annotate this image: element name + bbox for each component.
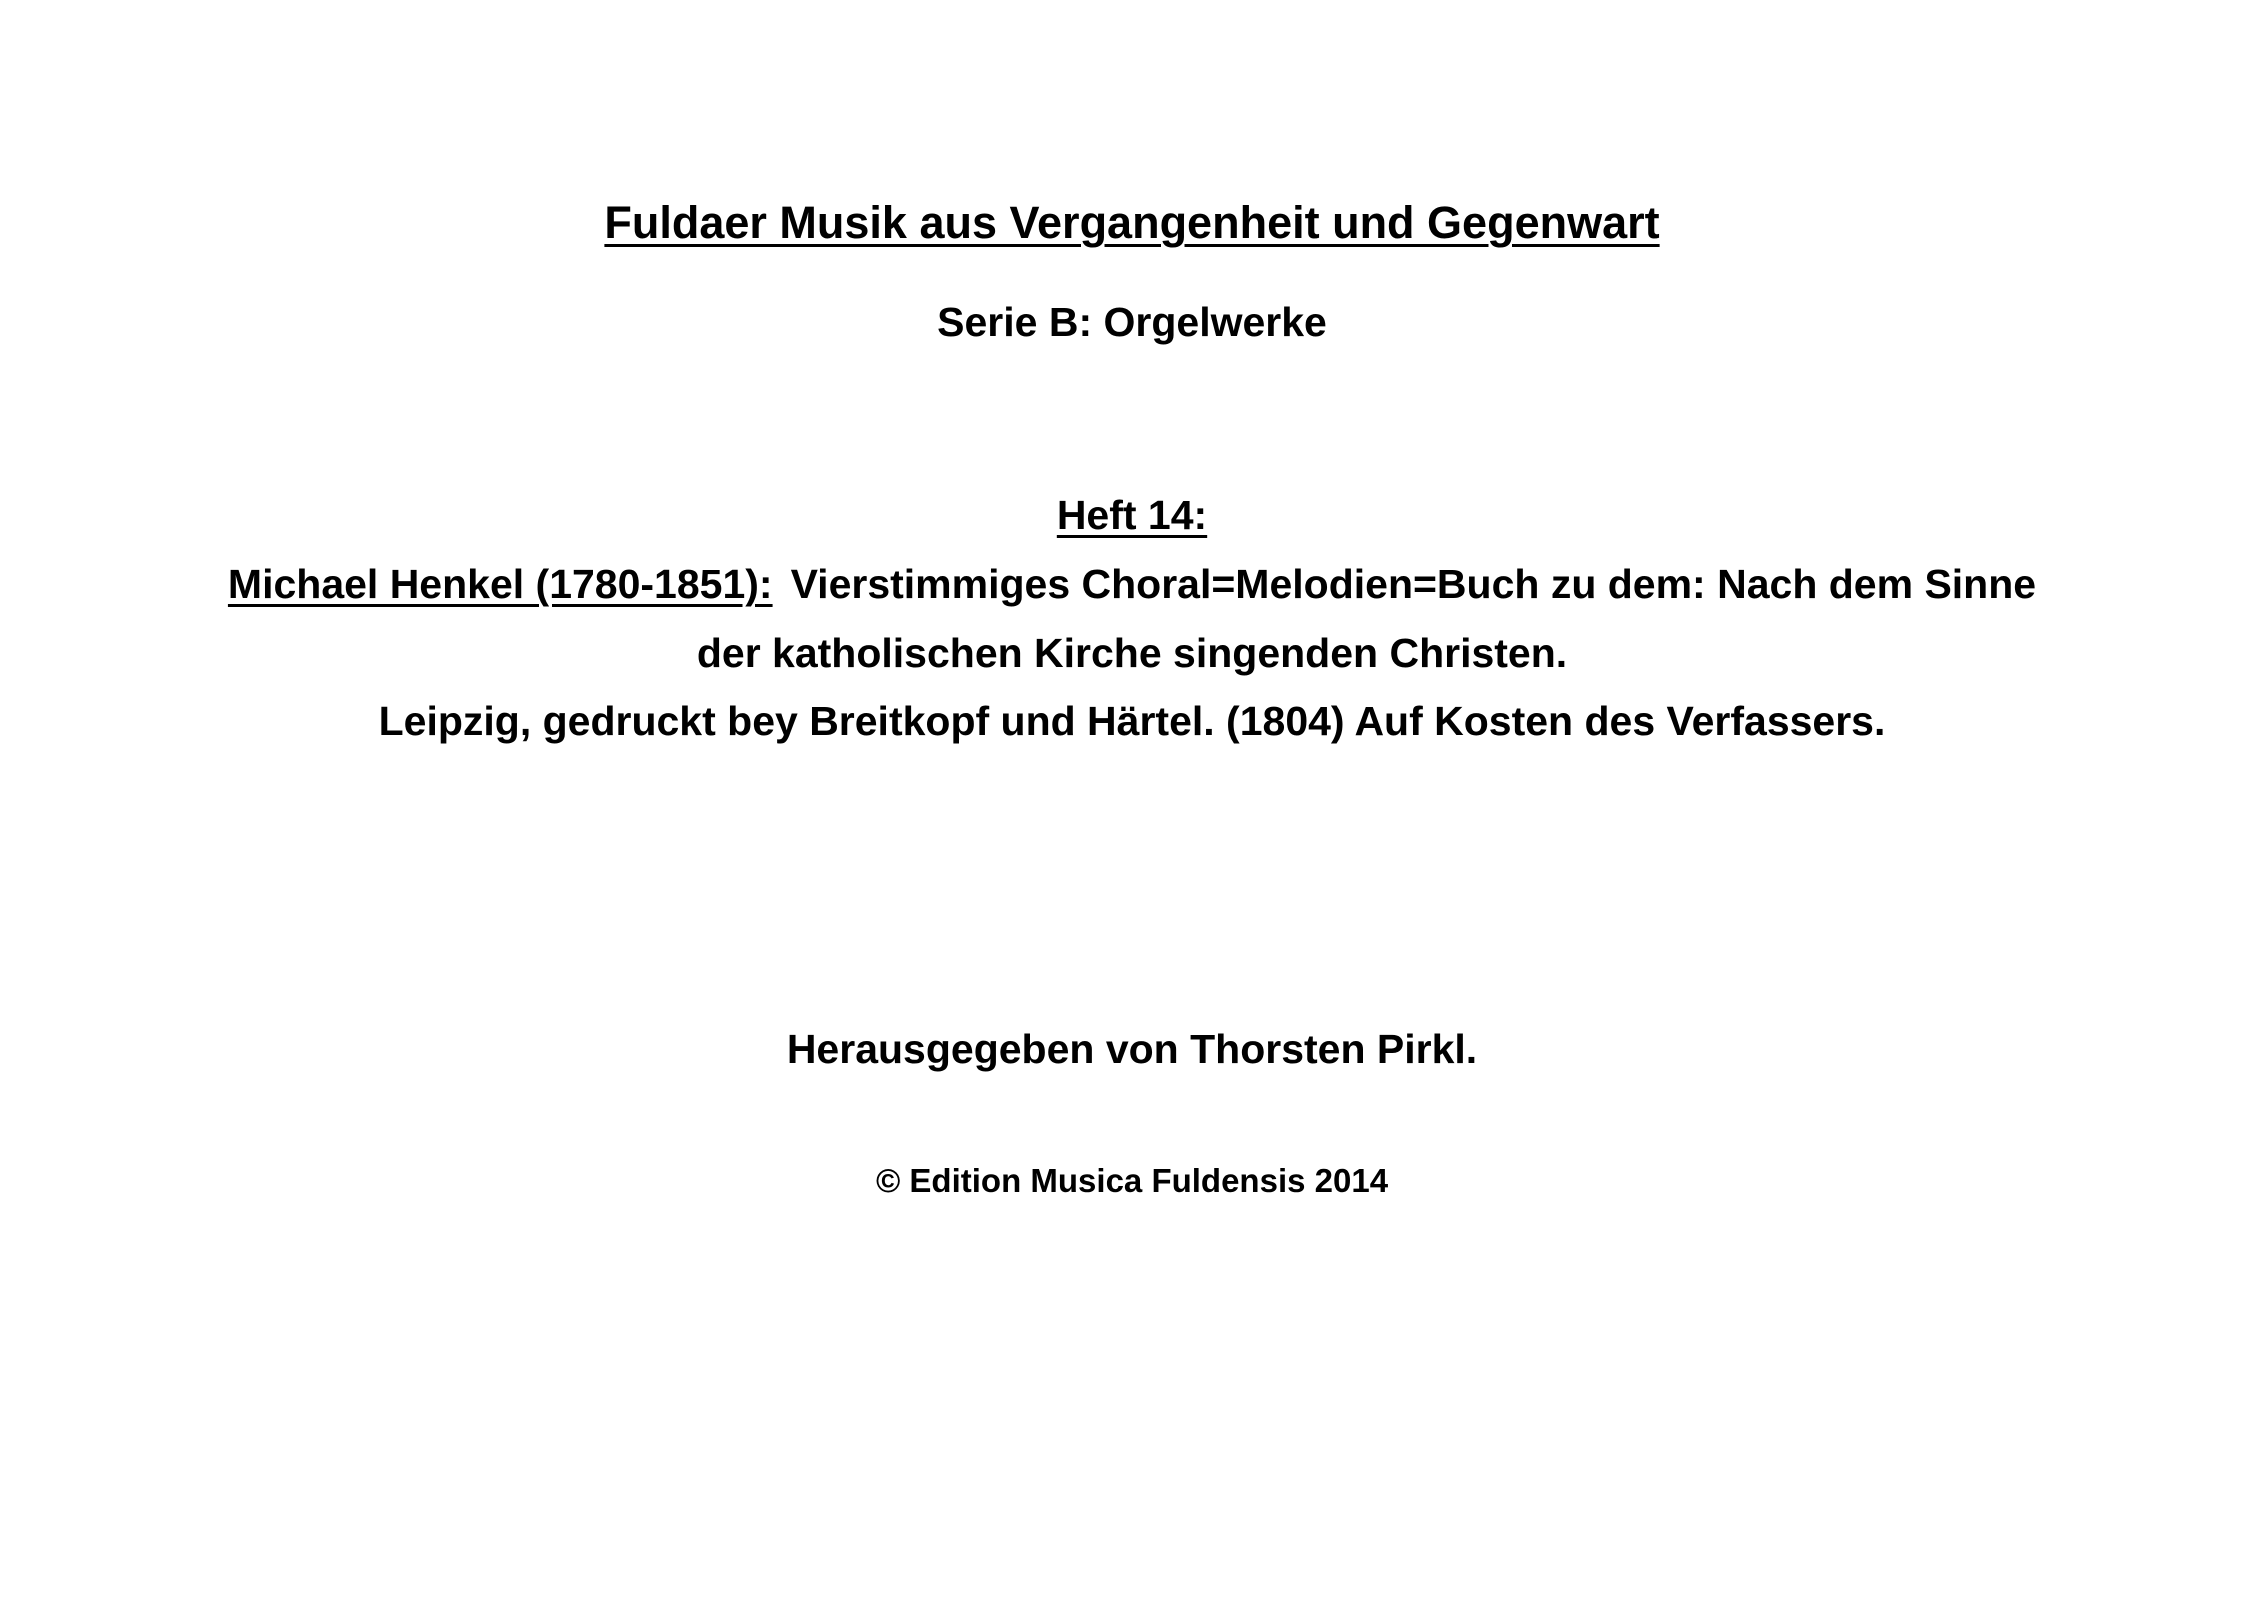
series-title-line <box>0 196 2264 250</box>
series-title: Fuldaer Musik aus Vergangenheit und Gegenwart <box>604 197 1660 248</box>
heft-line <box>0 491 2264 540</box>
editor-credit: Herausgegeben von Thorsten Pirkl. <box>786 1026 1478 1072</box>
work-title-line-2: der katholischen Kirche singenden Christen. <box>696 630 1568 676</box>
heft-number: Heft 14: <box>1056 492 1208 538</box>
work-title-part-1: Vierstimmiges Choral=Melodien=Buch zu dem: Nach dem Sinne <box>790 561 2037 607</box>
copyright-notice: © Edition Musica Fuldensis 2014 <box>875 1162 1389 1199</box>
imprint-line: Leipzig, gedruckt bey Breitkopf und Härtel. (1804) Auf Kosten des Verfassers. <box>378 698 1886 744</box>
work-title-line-1 <box>0 560 2264 609</box>
series-subtitle: Serie B: Orgelwerke <box>937 299 1327 345</box>
composer-name: Michael Henkel (1780-1851): <box>227 561 773 607</box>
